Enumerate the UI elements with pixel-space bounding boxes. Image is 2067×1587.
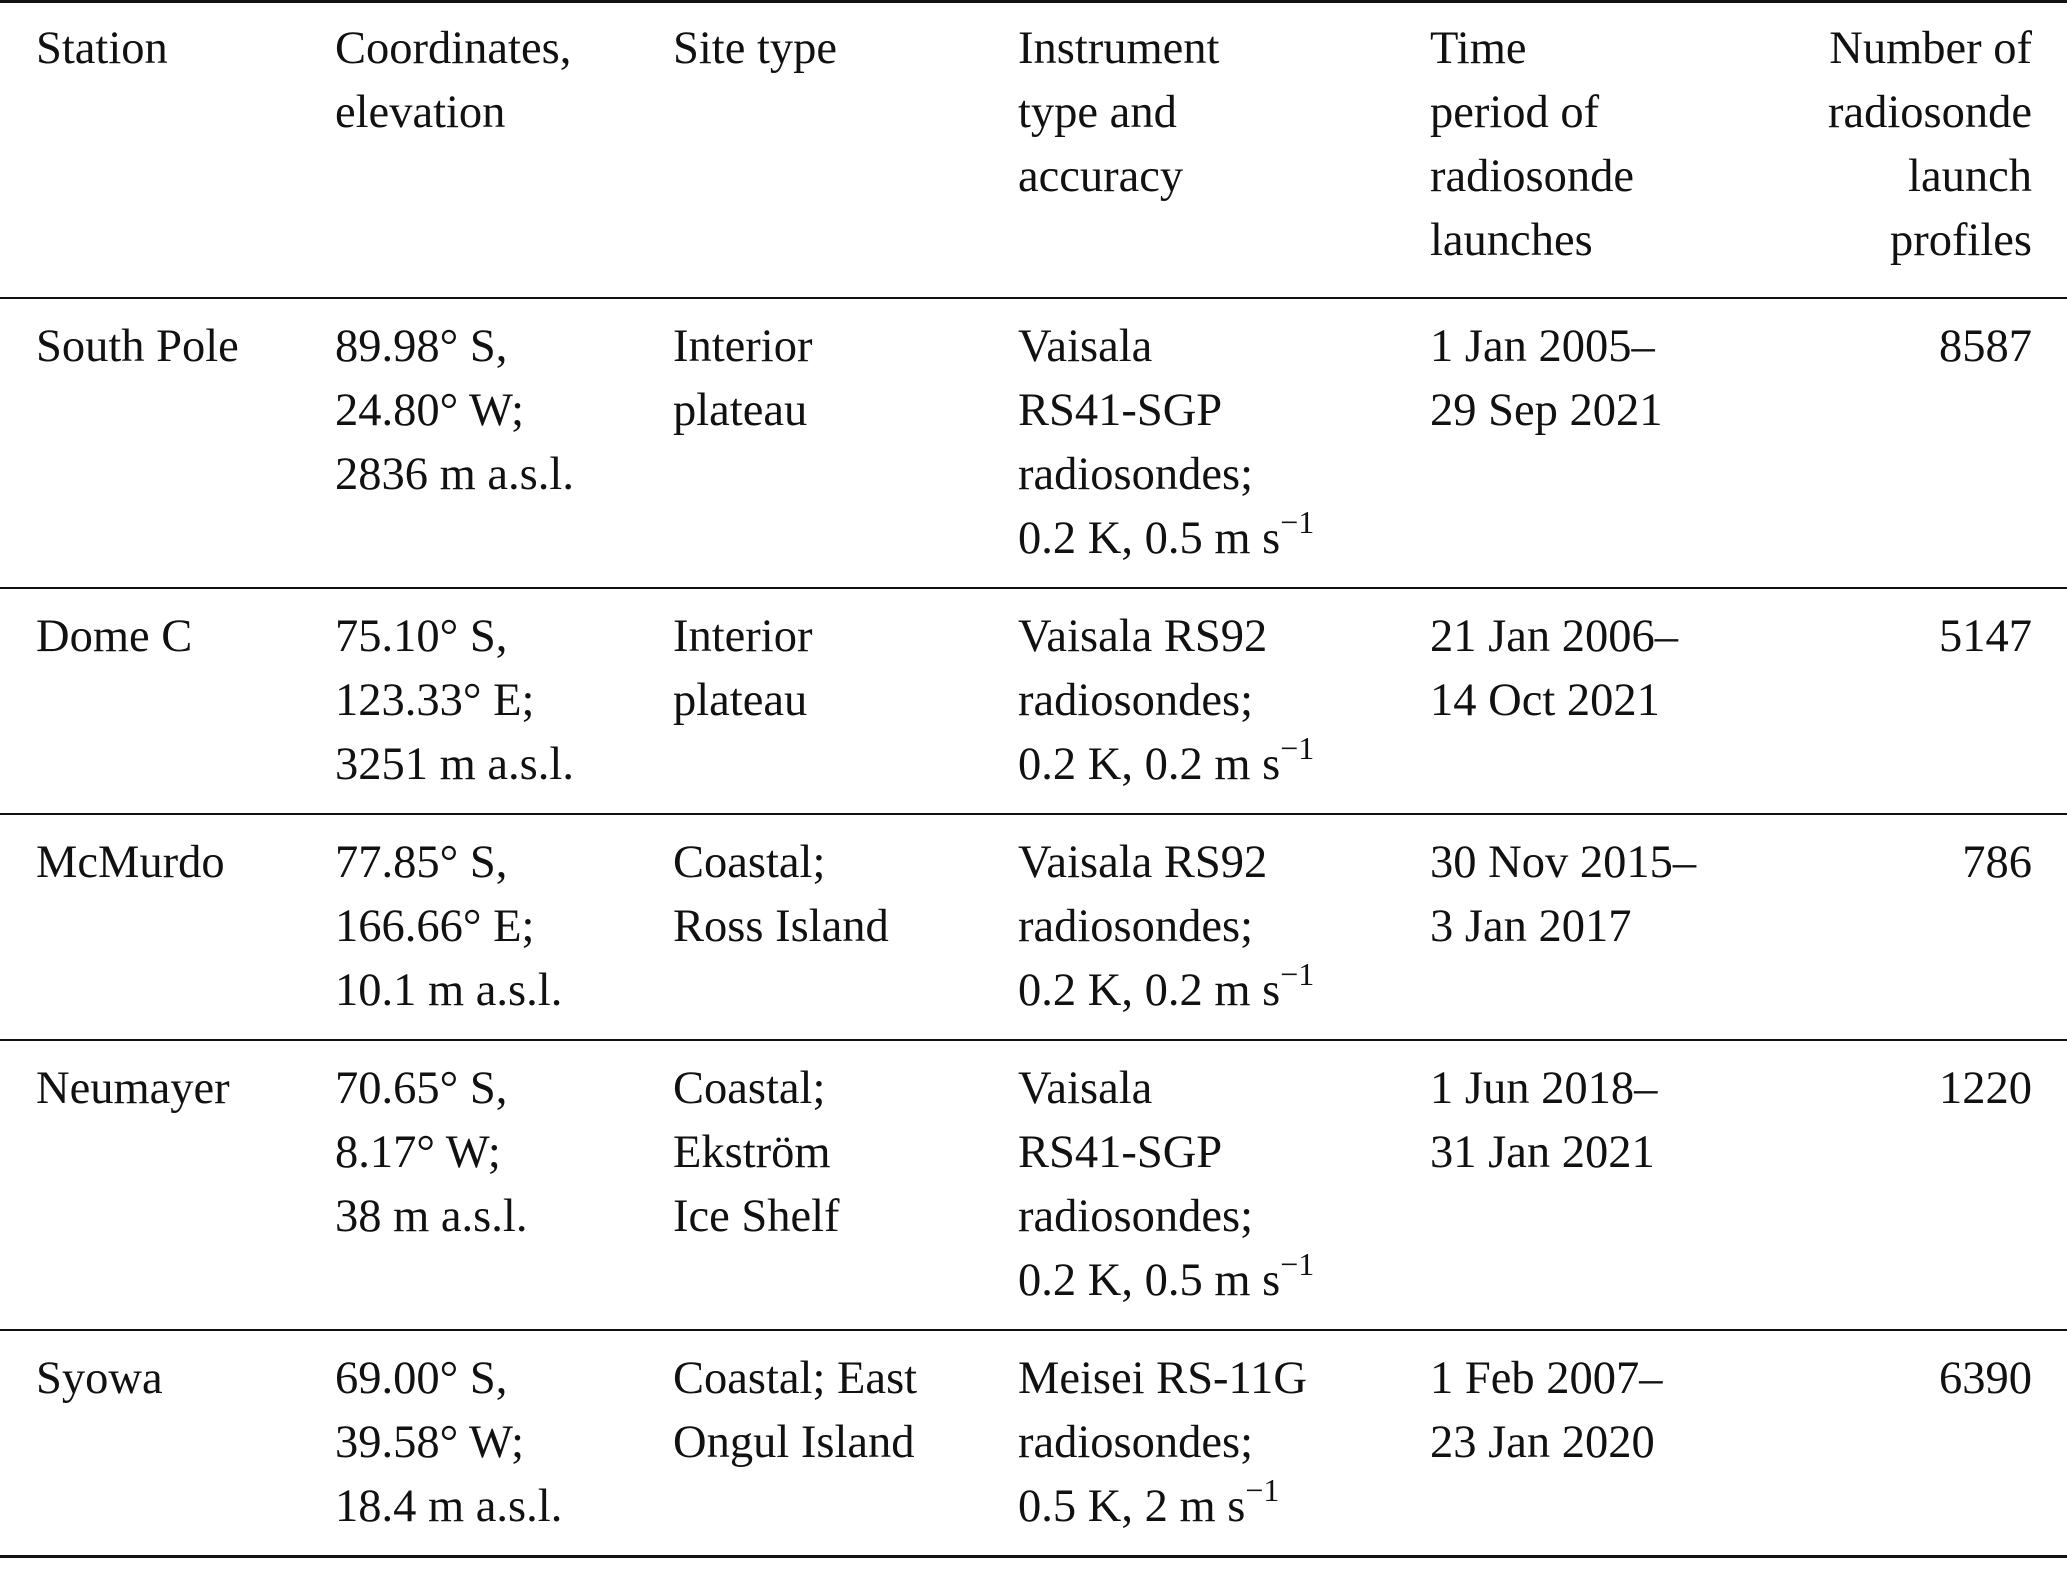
cell-station (0, 814, 335, 1040)
cell-line: 24.80° W; (335, 385, 525, 436)
cell-instrument (1018, 588, 1430, 814)
cell-instrument (1018, 814, 1430, 1040)
cell-line: 1 Jun 2018– (1430, 1063, 1658, 1114)
cell-line: Interior (673, 611, 813, 662)
cell-instrument (1018, 298, 1430, 588)
cell-line: Ekström (673, 1127, 831, 1178)
cell-coordinates (335, 588, 673, 814)
header-profile-count (1798, 2, 2067, 299)
cell-instrument (1018, 1040, 1430, 1330)
cell-line: radiosondes; (1018, 901, 1254, 952)
header-instrument (1018, 2, 1430, 299)
header-line: Number of (1829, 23, 2032, 74)
accuracy-exponent: −1 (1280, 504, 1315, 540)
cell-line: 8.17° W; (335, 1127, 501, 1178)
accuracy-text: 0.5 K, 2 m s (1018, 1481, 1246, 1532)
header-coordinates (335, 2, 673, 299)
table-row (0, 588, 2067, 814)
cell-line: 38 m a.s.l. (335, 1191, 528, 1242)
cell-profile-count: 786 (1962, 837, 2032, 888)
accuracy-text: 0.2 K, 0.5 m s (1018, 513, 1281, 564)
accuracy-exponent: −1 (1280, 730, 1315, 766)
cell-line: Vaisala RS92 (1018, 837, 1268, 888)
cell-line: Dome C (36, 611, 193, 662)
accuracy-text: 0.2 K, 0.2 m s (1018, 965, 1281, 1016)
header-line: Coordinates, (335, 23, 572, 74)
cell-line: 1 Feb 2007– (1430, 1353, 1663, 1404)
cell-line: 89.98° S, (335, 321, 508, 372)
cell-station (0, 1040, 335, 1330)
cell-site-type (673, 1040, 1018, 1330)
accuracy-text: 0.2 K, 0.5 m s (1018, 1255, 1281, 1306)
header-line: radiosonde (1430, 151, 1635, 202)
cell-profile-count: 6390 (1939, 1353, 2032, 1404)
cell-line: radiosondes; (1018, 675, 1254, 726)
cell-line: Neumayer (36, 1063, 230, 1114)
cell-line: 29 Sep 2021 (1430, 385, 1663, 436)
cell-time-period (1430, 814, 1798, 1040)
cell-line: 30 Nov 2015– (1430, 837, 1697, 888)
cell-line: 69.00° S, (335, 1353, 508, 1404)
cell-line: Ice Shelf (673, 1191, 840, 1242)
cell-line: RS41-SGP (1018, 385, 1223, 436)
cell-coordinates (335, 1040, 673, 1330)
cell-line: 18.4 m a.s.l. (335, 1481, 563, 1532)
cell-profile-count: 8587 (1939, 321, 2032, 372)
header-line: Time (1430, 23, 1527, 74)
header-row (0, 2, 2067, 299)
cell-coordinates (335, 814, 673, 1040)
header-line: accuracy (1018, 151, 1184, 202)
cell-line: 77.85° S, (335, 837, 508, 888)
header-line: radiosonde (1827, 87, 2032, 138)
header-line: period of (1430, 87, 1600, 138)
cell-line: 70.65° S, (335, 1063, 508, 1114)
cell-time-period (1430, 298, 1798, 588)
cell-line: radiosondes; (1018, 449, 1254, 500)
cell-site-type (673, 814, 1018, 1040)
cell-line: 23 Jan 2020 (1430, 1417, 1655, 1468)
table-row (0, 1040, 2067, 1330)
header-line: elevation (335, 87, 506, 138)
cell-line: Coastal; East (673, 1353, 918, 1404)
cell-line: 75.10° S, (335, 611, 508, 662)
cell-line: Coastal; (673, 1063, 826, 1114)
cell-line: plateau (673, 675, 808, 726)
header-line: profiles (1889, 215, 2032, 266)
table-row (0, 298, 2067, 588)
cell-line: 1 Jan 2005– (1430, 321, 1655, 372)
cell-line: Meisei RS-11G (1018, 1353, 1307, 1404)
cell-station (0, 298, 335, 588)
cell-line: 123.33° E; (335, 675, 535, 726)
cell-line: 14 Oct 2021 (1430, 675, 1660, 726)
cell-line: plateau (673, 385, 808, 436)
accuracy-line (1018, 1246, 1430, 1313)
cell-line: radiosondes; (1018, 1191, 1254, 1242)
cell-line: 166.66° E; (335, 901, 535, 952)
accuracy-line (1018, 504, 1430, 571)
cell-instrument (1018, 1330, 1430, 1557)
cell-line: Vaisala (1018, 321, 1153, 372)
cell-line: 39.58° W; (335, 1417, 525, 1468)
cell-line: Ongul Island (673, 1417, 915, 1468)
header-line: Site type (673, 23, 838, 74)
cell-line: Interior (673, 321, 813, 372)
accuracy-exponent: −1 (1280, 956, 1315, 992)
cell-site-type (673, 588, 1018, 814)
header-line: launch (1908, 151, 2032, 202)
cell-profile-count: 5147 (1939, 611, 2032, 662)
accuracy-line (1018, 1472, 1430, 1539)
cell-line: Vaisala RS92 (1018, 611, 1268, 662)
header-line: Instrument (1018, 23, 1220, 74)
cell-station (0, 1330, 335, 1557)
table-row (0, 1330, 2067, 1557)
cell-time-period (1430, 1330, 1798, 1557)
cell-line: 10.1 m a.s.l. (335, 965, 563, 1016)
cell-time-period (1430, 1040, 1798, 1330)
cell-profile-count: 1220 (1939, 1063, 2032, 1114)
cell-coordinates (335, 1330, 673, 1557)
accuracy-line (1018, 730, 1430, 797)
header-station (0, 2, 335, 299)
cell-coordinates (335, 298, 673, 588)
header-site-type (673, 2, 1018, 299)
cell-line: Coastal; (673, 837, 826, 888)
accuracy-line (1018, 956, 1430, 1023)
cell-line: South Pole (36, 321, 239, 372)
header-line: Station (36, 23, 168, 74)
cell-line: Ross Island (673, 901, 889, 952)
accuracy-text: 0.2 K, 0.2 m s (1018, 739, 1281, 790)
cell-line: 21 Jan 2006– (1430, 611, 1678, 662)
cell-line: 2836 m a.s.l. (335, 449, 574, 500)
header-line: type and (1018, 87, 1177, 138)
cell-line: Syowa (36, 1353, 163, 1404)
cell-line: McMurdo (36, 837, 225, 888)
cell-site-type (673, 1330, 1018, 1557)
accuracy-exponent: −1 (1280, 1246, 1315, 1282)
cell-station (0, 588, 335, 814)
cell-line: Vaisala (1018, 1063, 1153, 1114)
cell-site-type (673, 298, 1018, 588)
cell-line: radiosondes; (1018, 1417, 1254, 1468)
header-time-period (1430, 2, 1798, 299)
cell-line: RS41-SGP (1018, 1127, 1223, 1178)
accuracy-exponent: −1 (1245, 1472, 1280, 1508)
table-row (0, 814, 2067, 1040)
cell-line: 3251 m a.s.l. (335, 739, 574, 790)
cell-line: 3 Jan 2017 (1430, 901, 1632, 952)
cell-line: 31 Jan 2021 (1430, 1127, 1655, 1178)
header-line: launches (1430, 215, 1593, 266)
cell-time-period (1430, 588, 1798, 814)
